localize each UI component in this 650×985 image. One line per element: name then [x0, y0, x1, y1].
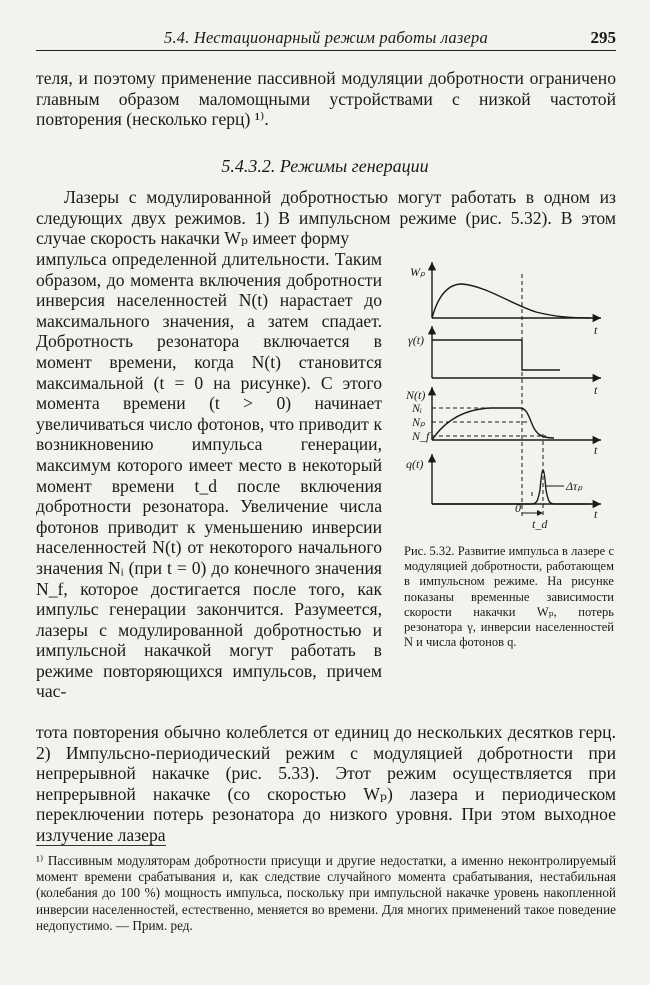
intro-text: теля, и поэтому применение пассивной модуляции добротности ограничено главным образом маломощными устройствами с низкой частотой повторения (несколько герц) ¹⁾. — [36, 68, 616, 129]
label-n: N(t) — [406, 388, 426, 402]
n-curve — [432, 408, 554, 440]
figure-5-32 — [396, 254, 626, 532]
label-td: t_d — [532, 517, 548, 531]
figure-caption: Рис. 5.32. Развитие импульса в лазере с модуляцией добротности, работающем в импульсном режиме. На рисунке показаны временные зависимости скорости накачки Wₚ, потерь резонатора γ, инверсии населенностей N и числа фотонов q. — [404, 544, 614, 650]
label-dtp: Δτₚ — [566, 479, 583, 493]
section-title: 5.4.3.2. Режимы генерации — [221, 156, 429, 176]
paragraph-top — [36, 187, 616, 249]
label-t4: t — [594, 507, 598, 521]
header-rule — [36, 50, 616, 51]
running-header — [36, 24, 616, 54]
paragraph-bottom — [36, 722, 616, 845]
label-q: q(t) — [406, 457, 424, 471]
wp-curve — [432, 284, 591, 318]
footnote: ¹⁾ Пассивным модуляторам добротности присущи и другие недостатки, а именно неконтролируемый момент времени срабатывания и, как следствие случайного момента срабатывания, нестабильная (колебания до 100 %) мощность импульса, поскольку при импульсной накачке уровень накопленной инверсии населенностей, естественно, меняется во времени. Для многих применений такое поведение недопустимо. — Прим. ред. — [36, 853, 616, 933]
label-gamma: γ(t) — [408, 333, 425, 347]
label-np: Nₚ — [412, 415, 426, 429]
footnote-rule — [36, 845, 166, 846]
label-wp: Wₚ — [410, 265, 426, 279]
label-t2: t — [594, 383, 598, 397]
paragraph-top-text: Лазеры с модулированной добротностью могут работать в одном из следующих двух режимов. 1) В импульсном режиме (рис. 5.32). В этом случае скорость накачки Wₚ имеет форму — [36, 187, 616, 248]
paragraph-left: импульса определенной длительности. Таким образом, до момента включения добротности инверсия населенностей N(t) нарастает до максимального значения, а затем спадает. Добротность резонатора включается в момент времени, когда N(t) становится максимальной (t = 0 на рисунке). С этого момента времени (t > 0) начинает увеличиваться число фотонов, что приводит к возникновению импульса генерации, максимум которого имеет место в некоторый момент времени t_d после включения добротности резонатора. Увеличение числа фотонов приводит к уменьшению инверсии населенностей N(t) от некоторого начального значения Nᵢ (при t = 0) до конечного значения N_f, которое достигается после того, как импульс генерации закончится. Разумеется, лазеры с модулированной добротностью и импульсной накачкой могут работать в режиме повторяющихся импульсов, причем час- — [36, 249, 382, 702]
intro-paragraph — [36, 68, 616, 130]
label-ni: Nᵢ — [412, 401, 422, 415]
gamma-curve — [432, 340, 560, 370]
page-number: 295 — [590, 28, 616, 47]
label-zero: 0 — [515, 501, 521, 515]
paragraph-bottom-text: тота повторения обычно колеблется от единиц до нескольких десятков герц. 2) Импульсно-периодический режим с модуляцией добротности при непрерывной накачке (рис. 5.33). Этот режим осуществляется при непрерывной накачке (со скоростью Wₚ) лазера и периодическом переключении потерь резонатора до низкого уровня. При этом выходное излучение лазера — [36, 722, 616, 845]
label-t1: t — [594, 323, 598, 337]
running-title: 5.4. Нестационарный режим работы лазера — [164, 28, 488, 47]
label-t3: t — [594, 443, 598, 457]
label-nf: N_f — [412, 429, 430, 443]
